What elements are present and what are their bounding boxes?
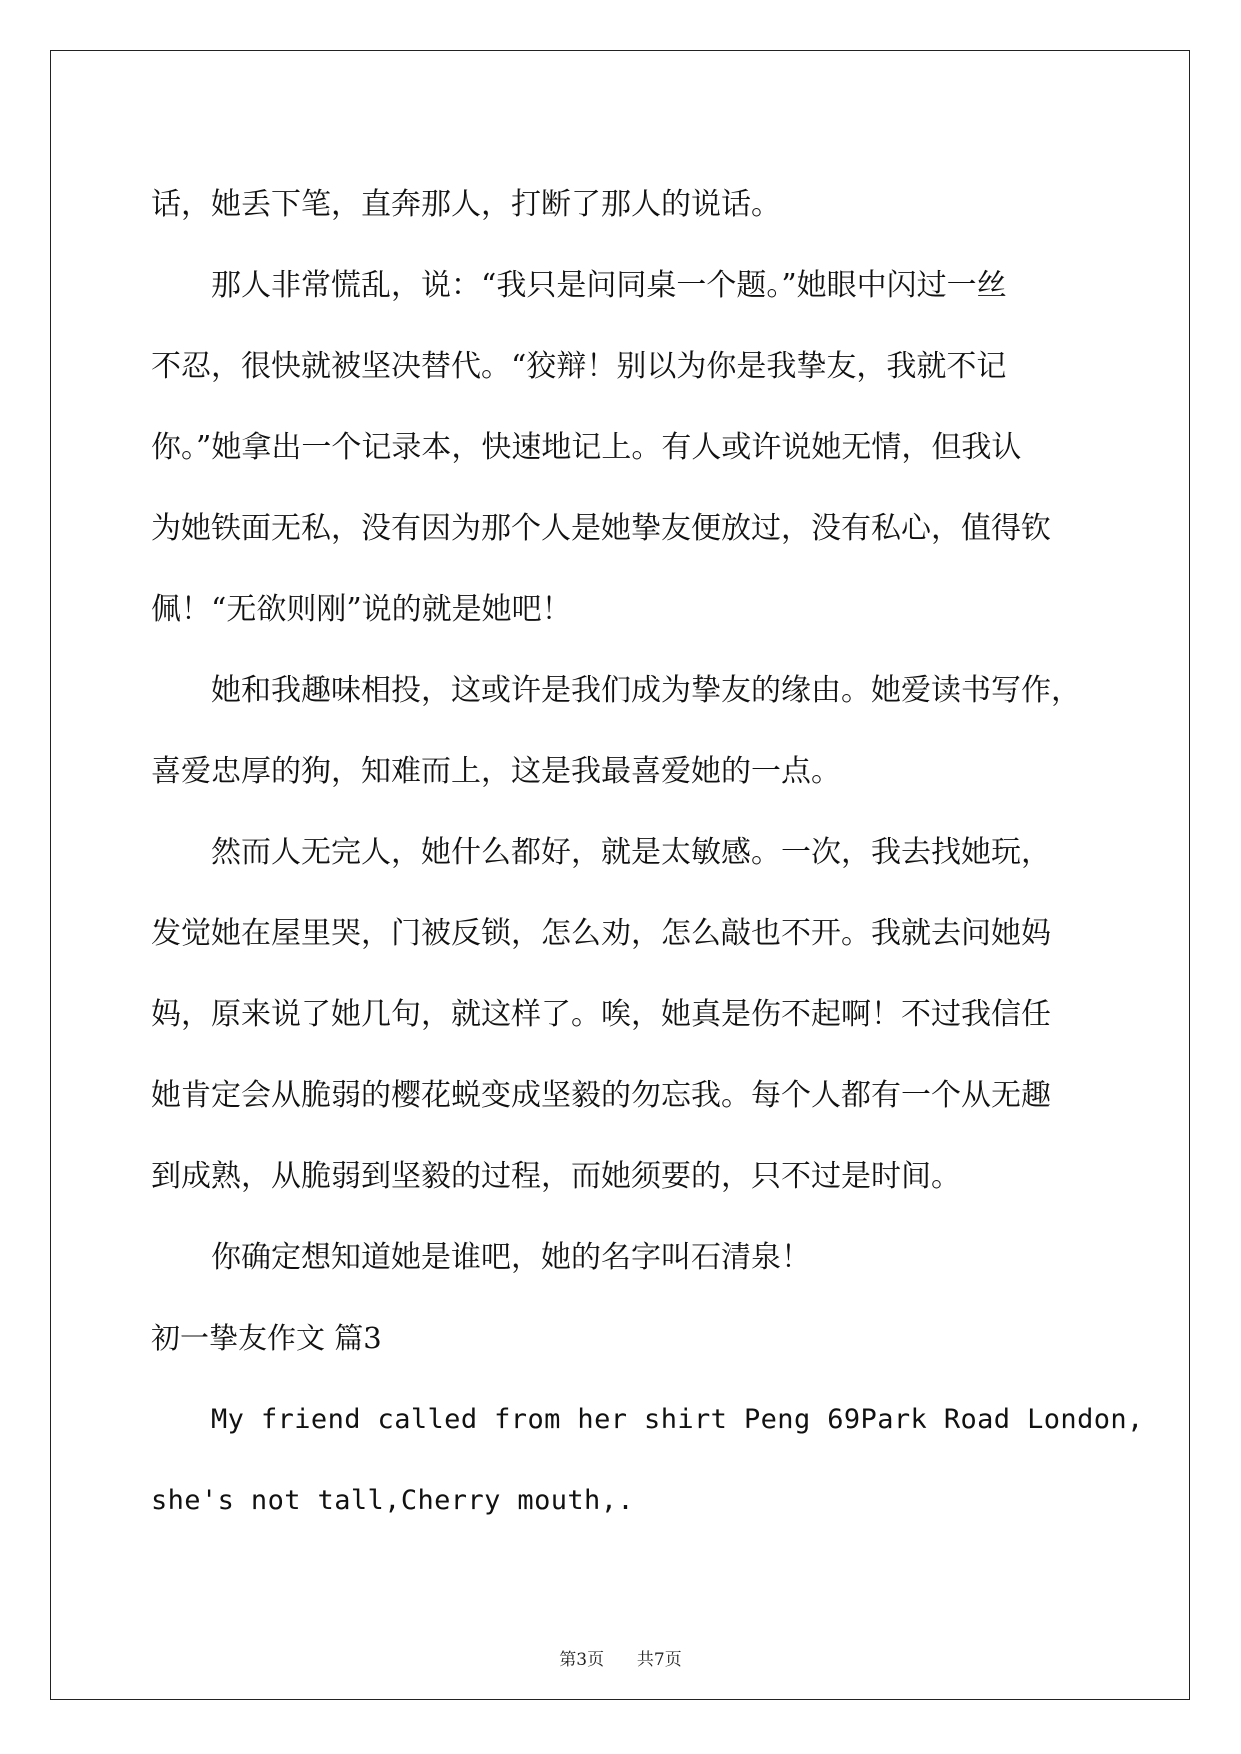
english-paragraph-line: she's not tall,Cherry mouth,. (151, 1485, 635, 1516)
page-footer (0, 1645, 1241, 1670)
page-number: 第3页 (559, 1650, 605, 1670)
english-paragraph-line: My friend called from her shirt Peng 69Park Road London, (211, 1404, 1144, 1435)
document-body (151, 164, 1144, 1541)
paragraph-line: 她和我趣味相投，这或许是我们成为挚友的缘由。她爱读书写作， (211, 673, 1081, 708)
paragraph-line: 发觉她在屋里哭，门被反锁，怎么劝，怎么敲也不开。我就去问她妈 (151, 916, 1051, 951)
page-total: 共7页 (636, 1650, 682, 1670)
section-heading: 初一挚友作文 篇3 (151, 1321, 382, 1355)
paragraph-line: 妈，原来说了她几句，就这样了。唉，她真是伤不起啊！不过我信任 (151, 997, 1051, 1032)
paragraph-line: 那人非常慌乱，说：“我只是问同桌一个题。”她眼中闪过一丝 (211, 268, 1007, 303)
paragraph-line: 佩！“无欲则刚”说的就是她吧！ (151, 592, 572, 627)
paragraph-line: 到成熟，从脆弱到坚毅的过程，而她须要的，只不过是时间。 (151, 1159, 961, 1194)
paragraph-line: 然而人无完人，她什么都好，就是太敏感。一次，我去找她玩， (211, 835, 1051, 870)
paragraph-line: 为她铁面无私，没有因为那个人是她挚友便放过，没有私心，值得钦 (151, 511, 1051, 546)
paragraph-line: 不忍，很快就被坚决替代。“狡辩！别以为你是我挚友，我就不记 (151, 349, 1007, 384)
paragraph-line: 话，她丢下笔，直奔那人，打断了那人的说话。 (151, 187, 781, 222)
paragraph-line: 你确定想知道她是谁吧，她的名字叫石清泉！ (211, 1240, 811, 1275)
paragraph-line: 喜爱忠厚的狗，知难而上，这是我最喜爱她的一点。 (151, 754, 841, 789)
paragraph-line: 她肯定会从脆弱的樱花蜕变成坚毅的勿忘我。每个人都有一个从无趣 (151, 1078, 1051, 1113)
paragraph-line: 你。”她拿出一个记录本，快速地记上。有人或许说她无情，但我认 (151, 430, 1022, 465)
